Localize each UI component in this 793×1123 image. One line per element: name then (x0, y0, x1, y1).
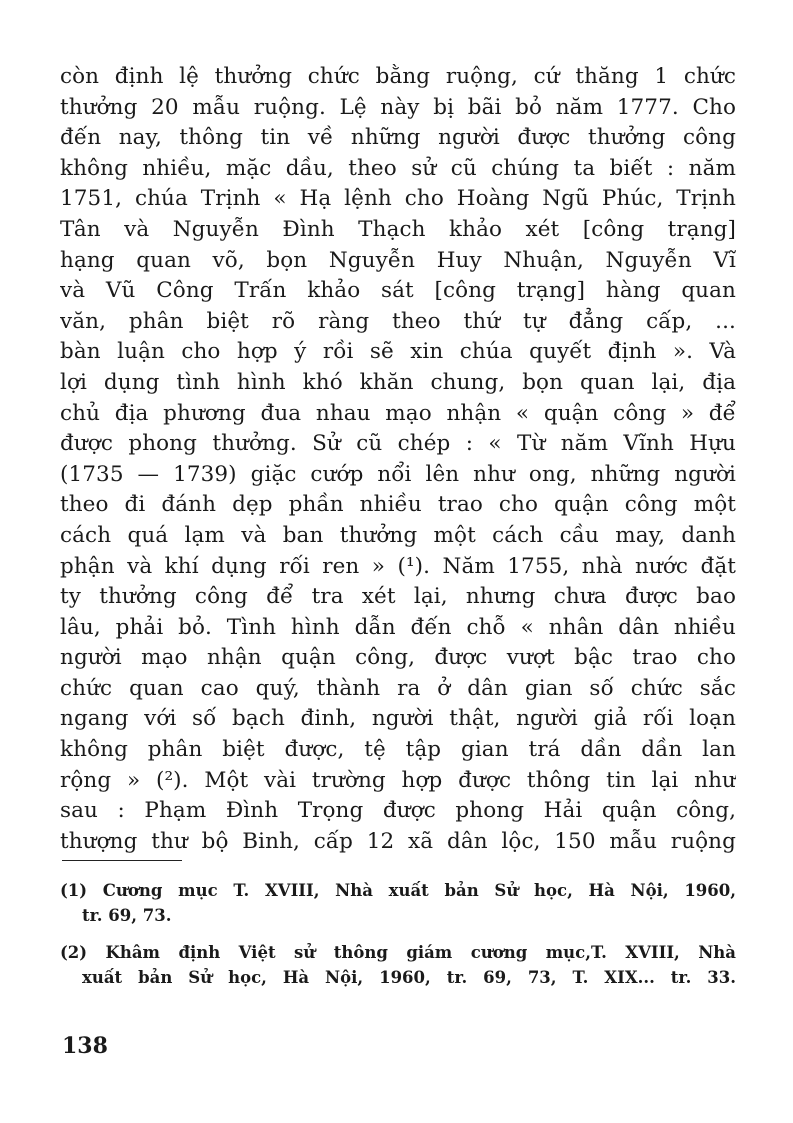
body-line: Tân và Nguyễn Đình Thạch khảo xét [công trạng] (60, 216, 736, 242)
body-line: không nhiều, mặc dầu, theo sử cũ chúng ta biết : năm (60, 155, 736, 181)
page-body (60, 62, 736, 857)
footnote-line: (1) Cương mục T. XVIII, Nhà xuất bản Sử học, Hà Nội, 1960, (60, 881, 736, 900)
body-line: thượng thư bộ Binh, cấp 12 xã dân lộc, 150 mẫu ruộng (60, 828, 736, 854)
body-line: cách quá lạm và ban thưởng một cách cầu may, danh (60, 522, 736, 548)
body-line: theo đi đánh dẹp phần nhiều trao cho quận công một (60, 492, 736, 518)
body-line: chức quan cao quý, thành ra ở dân gian số chức sắc (60, 675, 736, 701)
footnote-2 (60, 940, 736, 990)
footnote-divider (62, 860, 182, 861)
body-line: không phân biệt được, tệ tập gian trá dần dần lan (60, 737, 736, 763)
footnote-1 (60, 878, 736, 928)
body-line: sau : Phạm Đình Trọng được phong Hải quận công, (60, 798, 736, 824)
body-line: người mạo nhận quận công, được vượt bậc trao cho (60, 645, 736, 671)
body-line: rộng » (²). Một vài trường hợp được thông tin lại như (60, 767, 736, 793)
body-line: được phong thưởng. Sử cũ chép : « Từ năm Vĩnh Hựu (60, 431, 736, 457)
body-line: 1751, chúa Trịnh « Hạ lệnh cho Hoàng Ngũ Phúc, Trịnh (60, 186, 736, 212)
footnotes (60, 878, 736, 1002)
body-line: hạng quan võ, bọn Nguyễn Huy Nhuận, Nguyễn Vĩ (60, 247, 736, 273)
footnote-line: (2) Khâm định Việt sử thông giám cương mục,T. XVIII, Nhà (60, 943, 736, 962)
body-line: thưởng 20 mẫu ruộng. Lệ này bị bãi bỏ năm 1777. Cho (60, 94, 736, 120)
body-line: bàn luận cho hợp ý rồi sẽ xin chúa quyết định ». Và (60, 339, 736, 365)
footnote-line: tr. 69, 73. (82, 906, 172, 925)
body-line: đến nay, thông tin về những người được thưởng công (60, 125, 736, 151)
body-line: và Vũ Công Trấn khảo sát [công trạng] hàng quan (60, 278, 736, 304)
footnote-line: xuất bản Sử học, Hà Nội, 1960, tr. 69, 73, T. XIX... tr. 33. (82, 968, 736, 987)
body-line: phận và khí dụng rối ren » (¹). Năm 1755, nhà nước đặt (60, 553, 736, 579)
body-text (60, 62, 736, 857)
page-number: 138 (62, 1033, 108, 1059)
body-line: chủ địa phương đua nhau mạo nhận « quận công » để (60, 400, 736, 426)
body-line: lợi dụng tình hình khó khăn chung, bọn quan lại, địa (60, 369, 736, 395)
body-line: lâu, phải bỏ. Tình hình dẫn đến chỗ « nhân dân nhiều (60, 614, 736, 640)
body-line: (1735 — 1739) giặc cướp nổi lên như ong, những người (60, 461, 736, 487)
body-line: văn, phân biệt rõ ràng theo thứ tự đẳng cấp, ... (60, 308, 736, 334)
body-line: còn định lệ thưởng chức bằng ruộng, cứ thăng 1 chức (60, 64, 736, 89)
body-line: ngang với số bạch đinh, người thật, người giả rối loạn (60, 706, 736, 732)
body-line: ty thưởng công để tra xét lại, nhưng chưa được bao (60, 584, 736, 610)
